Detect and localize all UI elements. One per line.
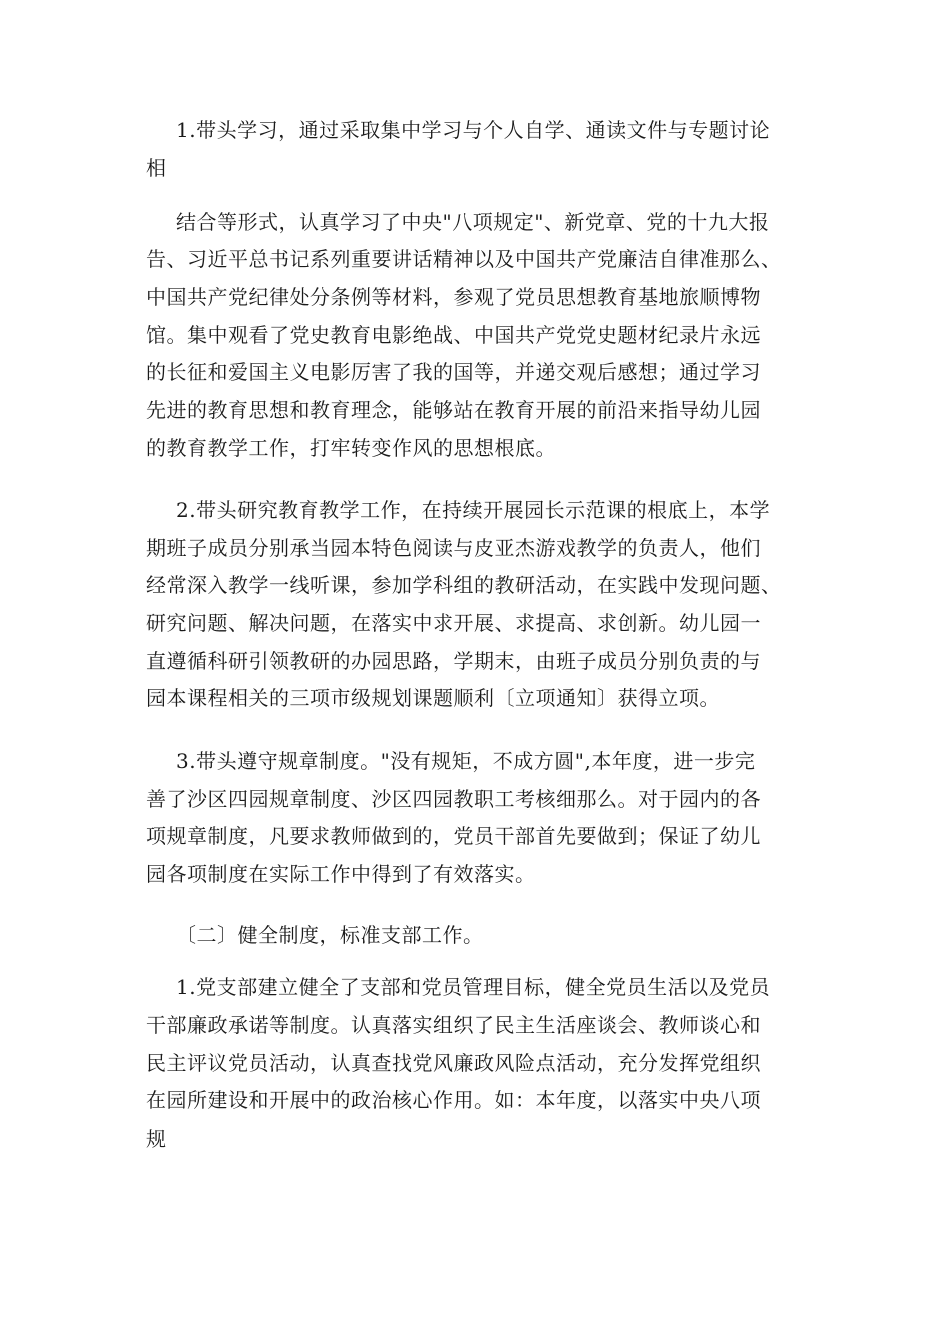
- paragraph-4-line-4: 园各项制度在实际工作中得到了有效落实。: [146, 862, 536, 886]
- paragraph-4-line-1: 3.带头遵守规章制度。"没有规矩，不成方圆",本年度，进一步完: [176, 749, 756, 773]
- paragraph-3-line-5: 直遵循科研引领教研的办园思路，学期末，由班子成员分别负责的与: [146, 649, 761, 673]
- section-heading: 〔二〕健全制度，标准支部工作。: [176, 923, 484, 947]
- paragraph-1-line-2: 相: [146, 156, 167, 180]
- paragraph-5-line-5: 规: [146, 1127, 167, 1151]
- paragraph-2-line-7: 的教育教学工作，打牢转变作风的思想根底。: [146, 436, 556, 460]
- paragraph-5-line-1: 1.党支部建立健全了支部和党员管理目标，健全党员生活以及党员: [176, 975, 771, 999]
- paragraph-2-line-2: 告、习近平总书记系列重要讲话精神以及中国共产党廉洁自律准那么、: [146, 247, 782, 271]
- paragraph-2-line-3: 中国共产党纪律处分条例等材料，参观了党员思想教育基地旅顺博物: [146, 285, 761, 309]
- paragraph-5-line-2: 干部廉政承诺等制度。认真落实组织了民主生活座谈会、教师谈心和: [146, 1013, 761, 1037]
- paragraph-3-line-3: 经常深入教学一线听课，参加学科组的教研活动，在实践中发现问题、: [146, 573, 782, 597]
- paragraph-2-line-4: 馆。集中观看了党史教育电影绝战、中国共产党党史题材纪录片永远: [146, 323, 761, 347]
- paragraph-4-line-3: 项规章制度，凡要求教师做到的，党员干部首先要做到；保证了幼儿: [146, 824, 761, 848]
- paragraph-4-line-2: 善了沙区四园规章制度、沙区四园教职工考核细那么。对于园内的各: [146, 787, 761, 811]
- paragraph-1-line-1: 1.带头学习，通过采取集中学习与个人自学、通读文件与专题讨论: [176, 118, 771, 142]
- paragraph-3-line-2: 期班子成员分别承当园本特色阅读与皮亚杰游戏教学的负责人，他们: [146, 536, 761, 560]
- paragraph-5-line-4: 在园所建设和开展中的政治核心作用。如：本年度，以落实中央八项: [146, 1088, 761, 1112]
- paragraph-2-line-5: 的长征和爱国主义电影厉害了我的国等，并递交观后感想；通过学习: [146, 360, 761, 384]
- paragraph-3-line-1: 2.带头研究教育教学工作，在持续开展园长示范课的根底上，本学: [176, 498, 771, 522]
- paragraph-2-line-1: 结合等形式，认真学习了中央"八项规定"、新党章、党的十九大报: [176, 210, 770, 234]
- paragraph-5-line-3: 民主评议党员活动，认真查找党风廉政风险点活动，充分发挥党组织: [146, 1051, 761, 1075]
- paragraph-3-line-4: 研究问题、解决问题，在落实中求开展、求提高、求创新。幼儿园一: [146, 611, 761, 635]
- paragraph-3-line-6: 园本课程相关的三项市级规划课题顺利〔立项通知〕获得立项。: [146, 686, 720, 710]
- paragraph-2-line-6: 先进的教育思想和教育理念，能够站在教育开展的前沿来指导幼儿园: [146, 398, 761, 422]
